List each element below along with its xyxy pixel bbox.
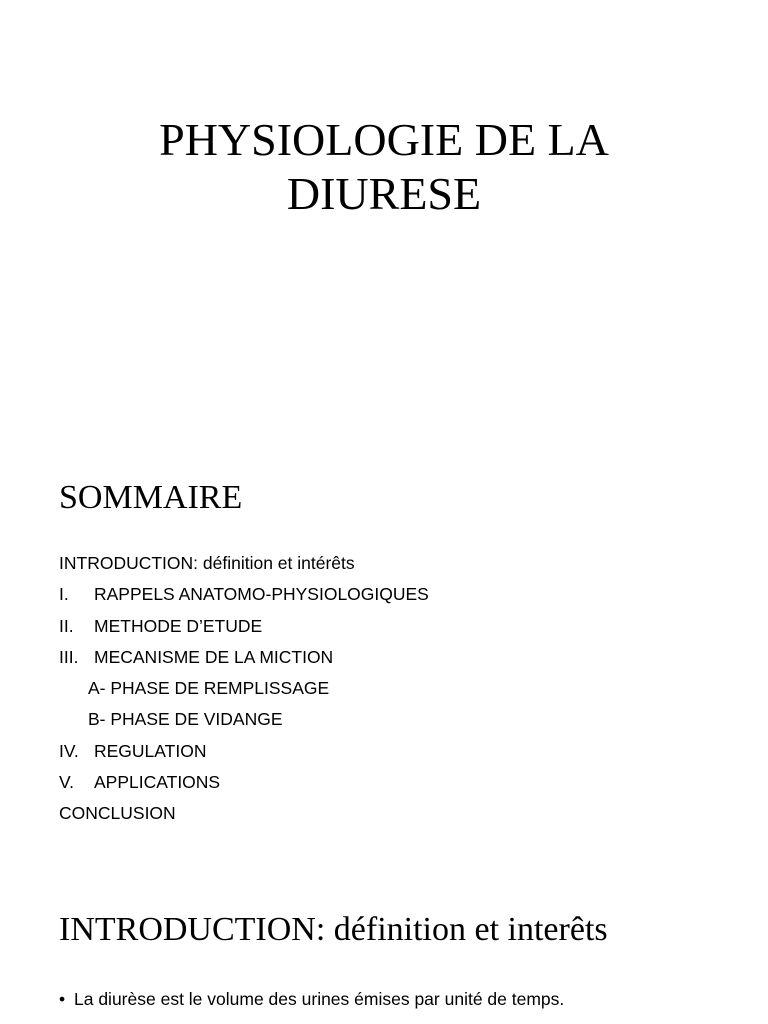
sommaire-slide (0, 440, 768, 880)
toc-item (59, 704, 429, 735)
title-slide (0, 0, 768, 440)
toc-item-label: INTRODUCTION: définition et intérêts (59, 553, 355, 573)
toc-item-label: APPLICATIONS (94, 772, 221, 793)
toc-item-number: II. (59, 615, 74, 636)
toc-item (59, 579, 429, 610)
toc-item-number: III. (59, 646, 79, 667)
toc-item-label: RAPPELS ANATOMO-PHYSIOLOGIQUES (94, 584, 429, 605)
title-line-2: DIURESE (286, 168, 482, 219)
toc-item (59, 611, 429, 642)
title-line-1: PHYSIOLOGIE DE LA (159, 114, 609, 165)
toc-item (59, 767, 429, 798)
introduction-bullets (59, 984, 564, 1015)
toc-item-number: V. (59, 772, 74, 793)
toc-item-label: METHODE D’ETUDE (94, 615, 263, 636)
table-of-contents (59, 548, 429, 830)
sommaire-heading: SOMMAIRE (59, 479, 243, 516)
toc-item (59, 673, 429, 704)
toc-item-label: CONCLUSION (59, 803, 176, 824)
introduction-slide (0, 880, 768, 1024)
toc-item (59, 548, 429, 579)
toc-item-label: REGULATION (94, 740, 207, 761)
toc-item (59, 798, 429, 829)
introduction-heading: INTRODUCTION: définition et interêts (59, 911, 608, 948)
toc-item (59, 736, 429, 767)
bullet-item (59, 984, 564, 1015)
toc-item-number: IV. (59, 740, 79, 761)
toc-item-label: A- PHASE DE REMPLISSAGE (88, 678, 330, 699)
toc-item-number: I. (59, 584, 69, 605)
toc-item-label: MECANISME DE LA MICTION (94, 646, 334, 667)
toc-item (59, 642, 429, 673)
bullet-text: La diurèse est le volume des urines émises par unité de temps. (74, 989, 565, 1009)
presentation-title (0, 113, 768, 221)
bullet-icon: • (59, 989, 66, 1009)
toc-item-label: B- PHASE DE VIDANGE (88, 709, 283, 730)
